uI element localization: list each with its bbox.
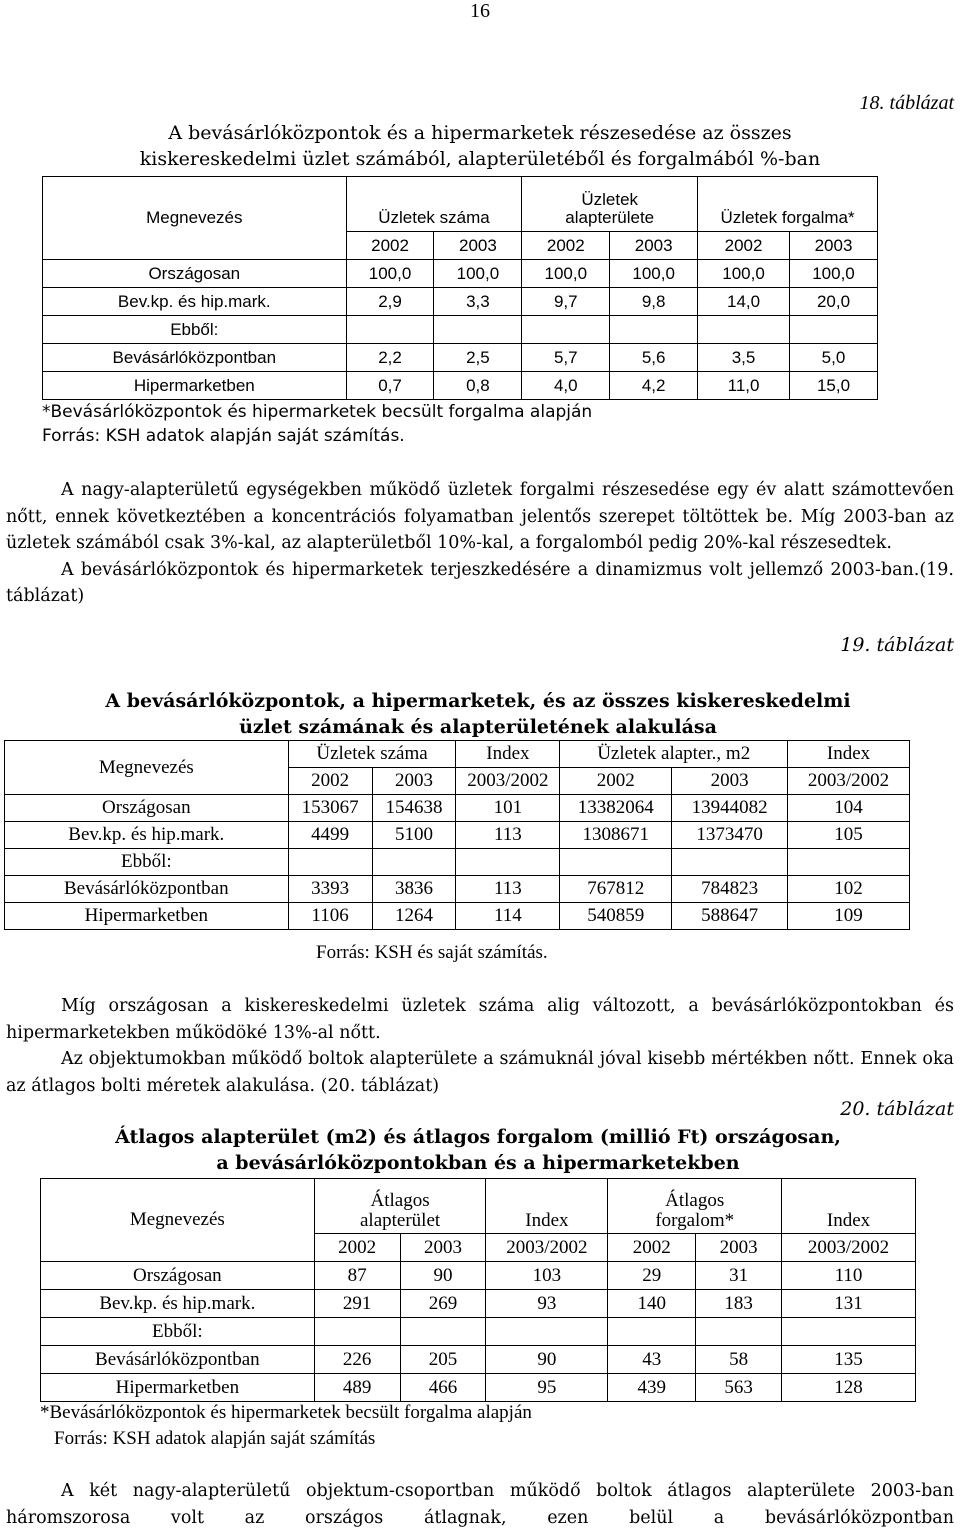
row-name: Országosan <box>5 795 289 822</box>
cell: 31 <box>696 1262 782 1290</box>
cell: 226 <box>314 1346 400 1374</box>
cell <box>788 849 910 876</box>
body-paragraph-1 <box>6 477 954 610</box>
cell: 2,9 <box>346 288 434 316</box>
cell: 131 <box>782 1290 916 1318</box>
cell: 135 <box>782 1346 916 1374</box>
row-name: Bevásárlóközpontban <box>41 1346 315 1374</box>
cell: 90 <box>400 1262 486 1290</box>
table-row <box>43 260 878 288</box>
header-alapter: Üzletek alapter., m2 <box>560 741 788 768</box>
cell: 110 <box>782 1262 916 1290</box>
cell: 0,7 <box>346 372 434 400</box>
cell: 87 <box>314 1262 400 1290</box>
cell <box>790 316 878 344</box>
table-row <box>41 1374 916 1402</box>
header-alapterulete-line1: Üzletek <box>581 190 639 209</box>
cell: 1308671 <box>560 822 672 849</box>
year-cell: 2003 <box>790 232 878 260</box>
row-name: Ebből: <box>43 316 347 344</box>
table-20-title-line2: a bevásárlóközpontokban és a hipermarketekben <box>216 1152 740 1174</box>
cell: 5,0 <box>790 344 878 372</box>
year-cell: 2003 <box>400 1234 486 1262</box>
table-row <box>43 316 878 344</box>
cell <box>288 849 372 876</box>
table-row <box>5 795 910 822</box>
header-uzletek-szama: Üzletek száma <box>346 177 522 232</box>
table-19-source: Forrás: KSH és saját számítás. <box>316 942 548 963</box>
cell: 109 <box>788 903 910 930</box>
cell: 1373470 <box>672 822 788 849</box>
cell <box>698 316 790 344</box>
cell <box>522 316 610 344</box>
cell: 13382064 <box>560 795 672 822</box>
table-19-title-line1: A bevásárlóközpontok, a hipermarketek, és az összes kiskereskedelmi <box>105 690 851 712</box>
table-18-title-line1: A bevásárlóközpontok és a hipermarketek részesedése az összes <box>168 122 792 144</box>
cell: 4,0 <box>522 372 610 400</box>
table-row <box>43 372 878 400</box>
cell: 95 <box>486 1374 608 1402</box>
cell: 15,0 <box>790 372 878 400</box>
table-row <box>5 876 910 903</box>
row-name: Bev.kp. és hip.mark. <box>43 288 347 316</box>
year-cell: 2003 <box>372 768 456 795</box>
row-name: Bevásárlóközpontban <box>43 344 347 372</box>
cell: 5,6 <box>610 344 698 372</box>
cell: 1106 <box>288 903 372 930</box>
cell: 3,3 <box>434 288 522 316</box>
table-18-label: 18. táblázat <box>859 92 954 114</box>
cell: 11,0 <box>698 372 790 400</box>
paragraph-text: Az objektumokban működő boltok alapterülete a számuknál jóval kisebb mértékben nőtt. Ennek oka az átlagos bolti méretek alakulása. (20. táblázat) <box>6 1049 954 1096</box>
header-alapterulete <box>522 177 698 232</box>
table-19-title-line2: üzlet számának és alapterületének alakulása <box>239 716 717 738</box>
cell: 93 <box>486 1290 608 1318</box>
cell <box>608 1318 696 1346</box>
year-cell: 2002 <box>314 1234 400 1262</box>
cell: 113 <box>456 876 560 903</box>
table-row <box>41 1290 916 1318</box>
cell: 2,2 <box>346 344 434 372</box>
row-name: Hipermarketben <box>43 372 347 400</box>
year-cell: 2002 <box>698 232 790 260</box>
cell: 9,8 <box>610 288 698 316</box>
table-row <box>41 1318 916 1346</box>
cell: 140 <box>608 1290 696 1318</box>
header-name: Megnevezés <box>43 177 347 260</box>
body-paragraph-2 <box>6 993 954 1099</box>
row-name: Bevásárlóközpontban <box>5 876 289 903</box>
table-18 <box>42 176 878 400</box>
cell: 100,0 <box>790 260 878 288</box>
cell <box>346 316 434 344</box>
year-cell: 2002 <box>560 768 672 795</box>
cell: 540859 <box>560 903 672 930</box>
cell: 100,0 <box>610 260 698 288</box>
cell: 183 <box>696 1290 782 1318</box>
table-row <box>5 822 910 849</box>
row-name: Hipermarketben <box>41 1374 315 1402</box>
header-index: Index <box>456 741 560 768</box>
page-number: 16 <box>470 0 490 22</box>
table-19 <box>4 740 910 930</box>
table-18-source: Forrás: KSH adatok alapján saját számítás. <box>42 426 405 446</box>
body-paragraph-3 <box>6 1478 954 1531</box>
cell: 90 <box>486 1346 608 1374</box>
header-index: Index <box>788 741 910 768</box>
cell: 3393 <box>288 876 372 903</box>
header-index: Index <box>486 1179 608 1234</box>
year-cell: 2002 <box>522 232 610 260</box>
year-cell: 2003/2002 <box>456 768 560 795</box>
year-cell: 2003 <box>610 232 698 260</box>
cell: 20,0 <box>790 288 878 316</box>
cell <box>560 849 672 876</box>
header-uzletek-szama: Üzletek száma <box>288 741 456 768</box>
cell: 291 <box>314 1290 400 1318</box>
table-18-title-line2: kiskereskedelmi üzlet számából, alapterületéből és forgalmából %-ban <box>139 148 821 170</box>
cell: 3,5 <box>698 344 790 372</box>
cell: 100,0 <box>522 260 610 288</box>
cell: 466 <box>400 1374 486 1402</box>
row-name: Ebből: <box>5 849 289 876</box>
table-19-label: 19. táblázat <box>840 634 954 656</box>
table-18-note: *Bevásárlóközpontok és hipermarketek becsült forgalma alapján <box>42 402 593 422</box>
cell <box>434 316 522 344</box>
table-20 <box>40 1178 916 1402</box>
cell <box>672 849 788 876</box>
cell: 9,7 <box>522 288 610 316</box>
cell: 767812 <box>560 876 672 903</box>
header-atlagos-alapterulet <box>314 1179 486 1234</box>
paragraph-text: Míg országosan a kiskereskedelmi üzletek száma alig változott, a bevásárlóközpontokban és hipermarketekben működöké 13%-al nőtt. <box>6 996 954 1043</box>
cell: 100,0 <box>434 260 522 288</box>
year-cell: 2002 <box>288 768 372 795</box>
cell: 102 <box>788 876 910 903</box>
cell: 2,5 <box>434 344 522 372</box>
table-row <box>41 1346 916 1374</box>
table-20-note: *Bevásárlóközpontok és hipermarketek becsült forgalma alapján <box>40 1402 532 1423</box>
cell: 105 <box>788 822 910 849</box>
cell: 104 <box>788 795 910 822</box>
cell: 43 <box>608 1346 696 1374</box>
cell: 154638 <box>372 795 456 822</box>
cell: 784823 <box>672 876 788 903</box>
cell: 0,8 <box>434 372 522 400</box>
cell: 100,0 <box>346 260 434 288</box>
cell: 489 <box>314 1374 400 1402</box>
header-name: Megnevezés <box>41 1179 315 1262</box>
cell <box>456 849 560 876</box>
cell: 13944082 <box>672 795 788 822</box>
cell: 3836 <box>372 876 456 903</box>
cell <box>782 1318 916 1346</box>
cell: 14,0 <box>698 288 790 316</box>
cell: 439 <box>608 1374 696 1402</box>
paragraph-text: A két nagy-alapterületű objektum-csoportban működő boltok átlagos alapterülete 2003-ban háromszorosa volt az országos átlagnak, ezen belül a bevásárlóközpontban <box>6 1481 954 1528</box>
year-cell: 2003 <box>672 768 788 795</box>
header-index: Index <box>782 1179 916 1234</box>
cell: 269 <box>400 1290 486 1318</box>
table-row <box>43 344 878 372</box>
table-row <box>5 903 910 930</box>
cell: 4,2 <box>610 372 698 400</box>
header-atlagos-forgalom <box>608 1179 782 1234</box>
row-name: Országosan <box>41 1262 315 1290</box>
cell: 100,0 <box>698 260 790 288</box>
table-row <box>5 849 910 876</box>
row-name: Bev.kp. és hip.mark. <box>41 1290 315 1318</box>
cell: 101 <box>456 795 560 822</box>
cell: 5100 <box>372 822 456 849</box>
cell <box>486 1318 608 1346</box>
table-row <box>43 288 878 316</box>
cell: 29 <box>608 1262 696 1290</box>
cell: 4499 <box>288 822 372 849</box>
year-cell: 2003 <box>696 1234 782 1262</box>
header-alapterulete-line2: alapterülete <box>565 208 655 227</box>
table-row <box>41 1262 916 1290</box>
row-name: Hipermarketben <box>5 903 289 930</box>
table-20-source: Forrás: KSH adatok alapján saját számítás <box>54 1428 376 1449</box>
cell: 114 <box>456 903 560 930</box>
row-name: Országosan <box>43 260 347 288</box>
cell: 1264 <box>372 903 456 930</box>
year-cell: 2003/2002 <box>788 768 910 795</box>
cell: 588647 <box>672 903 788 930</box>
cell <box>372 849 456 876</box>
row-name: Ebből: <box>41 1318 315 1346</box>
header-line2: forgalom* <box>655 1210 735 1231</box>
cell: 153067 <box>288 795 372 822</box>
year-cell: 2002 <box>346 232 434 260</box>
paragraph-text: A nagy-alapterületű egységekben működő üzletek forgalmi részesedése egy év alatt számottevően nőtt, ennek következtében a koncentrációs folyamatban jelentős szerepet töltöttek be. Míg 2003-ban az üzletek számából csak 3%-kal, az alapterületből 10%-kal, a forgalomból pedig 20%-kal részesedtek. <box>6 480 954 553</box>
cell: 563 <box>696 1374 782 1402</box>
header-line1: Átlagos <box>665 1190 725 1211</box>
cell <box>400 1318 486 1346</box>
header-line1: Átlagos <box>370 1190 430 1211</box>
cell: 113 <box>456 822 560 849</box>
header-line2: alapterület <box>359 1210 441 1231</box>
row-name: Bev.kp. és hip.mark. <box>5 822 289 849</box>
header-name: Megnevezés <box>5 741 289 795</box>
cell: 205 <box>400 1346 486 1374</box>
cell: 128 <box>782 1374 916 1402</box>
table-20-label: 20. táblázat <box>840 1098 954 1120</box>
cell <box>610 316 698 344</box>
year-cell: 2003 <box>434 232 522 260</box>
cell <box>696 1318 782 1346</box>
cell: 5,7 <box>522 344 610 372</box>
year-cell: 2003/2002 <box>486 1234 608 1262</box>
table-20-title-line1: Átlagos alapterület (m2) és átlagos forgalom (millió Ft) országosan, <box>115 1126 841 1148</box>
year-cell: 2003/2002 <box>782 1234 916 1262</box>
cell: 58 <box>696 1346 782 1374</box>
year-cell: 2002 <box>608 1234 696 1262</box>
paragraph-text: A bevásárlóközpontok és hipermarketek terjeszkedésére a dinamizmus volt jellemző 2003-ban.(19. táblázat) <box>6 559 954 606</box>
cell: 103 <box>486 1262 608 1290</box>
header-forgalma: Üzletek forgalma* <box>698 177 878 232</box>
cell <box>314 1318 400 1346</box>
